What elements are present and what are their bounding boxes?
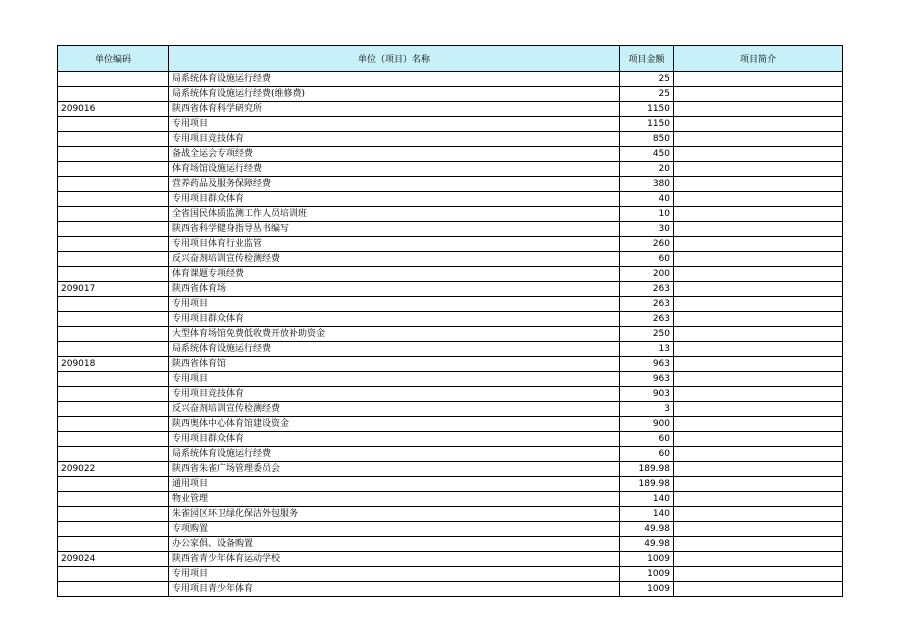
cell-unit-name: 体育场馆设施运行经费 (169, 162, 620, 177)
cell-description (674, 237, 843, 252)
cell-amount: 1150 (620, 117, 674, 132)
cell-unit-name: 陕西省体育场 (169, 282, 620, 297)
cell-description (674, 147, 843, 162)
cell-unit-code (58, 237, 169, 252)
header-unit-code: 单位编码 (58, 46, 169, 72)
cell-description (674, 162, 843, 177)
table-row (58, 567, 843, 582)
cell-unit-name: 陕西省科学健身指导丛书编写 (169, 222, 620, 237)
cell-unit-name: 物业管理 (169, 492, 620, 507)
cell-unit-code (58, 492, 169, 507)
table-row (58, 192, 843, 207)
cell-description (674, 132, 843, 147)
cell-unit-name: 局系统体育设施运行经费 (169, 342, 620, 357)
cell-description (674, 282, 843, 297)
cell-amount: 25 (620, 87, 674, 102)
table-row (58, 177, 843, 192)
cell-amount: 10 (620, 207, 674, 222)
cell-description (674, 507, 843, 522)
cell-unit-name: 专用项目群众体育 (169, 192, 620, 207)
cell-description (674, 417, 843, 432)
cell-unit-name: 专用项目竞技体育 (169, 132, 620, 147)
table-row (58, 222, 843, 237)
cell-unit-code (58, 372, 169, 387)
table-row (58, 537, 843, 552)
cell-amount: 250 (620, 327, 674, 342)
cell-unit-code (58, 432, 169, 447)
cell-unit-code (58, 192, 169, 207)
cell-unit-name: 陕西省体育馆 (169, 357, 620, 372)
cell-unit-name: 专用项目群众体育 (169, 312, 620, 327)
cell-description (674, 552, 843, 567)
cell-amount: 963 (620, 357, 674, 372)
cell-amount: 49.98 (620, 522, 674, 537)
cell-amount: 963 (620, 372, 674, 387)
table-row (58, 312, 843, 327)
cell-unit-name: 陕西省青少年体育运动学校 (169, 552, 620, 567)
cell-description (674, 567, 843, 582)
cell-amount: 3 (620, 402, 674, 417)
cell-amount: 260 (620, 237, 674, 252)
table-row (58, 72, 843, 87)
cell-amount: 60 (620, 432, 674, 447)
cell-unit-code (58, 327, 169, 342)
cell-description (674, 522, 843, 537)
cell-unit-code: 209022 (58, 462, 169, 477)
table-row (58, 432, 843, 447)
cell-unit-name: 朱雀园区环卫绿化保洁外包服务 (169, 507, 620, 522)
cell-unit-name: 通用项目 (169, 477, 620, 492)
cell-unit-name: 专用项目 (169, 297, 620, 312)
cell-description (674, 87, 843, 102)
cell-amount: 850 (620, 132, 674, 147)
cell-amount: 30 (620, 222, 674, 237)
cell-unit-code (58, 177, 169, 192)
cell-unit-code (58, 267, 169, 282)
cell-unit-code: 209017 (58, 282, 169, 297)
cell-unit-code (58, 312, 169, 327)
cell-amount: 263 (620, 282, 674, 297)
cell-unit-code (58, 297, 169, 312)
cell-description (674, 432, 843, 447)
cell-unit-name: 陕西省体育科学研究所 (169, 102, 620, 117)
table-row (58, 477, 843, 492)
cell-unit-code: 209024 (58, 552, 169, 567)
header-unit-name: 单位（项目）名称 (169, 46, 620, 72)
cell-description (674, 252, 843, 267)
cell-description (674, 222, 843, 237)
cell-description (674, 357, 843, 372)
cell-unit-code (58, 147, 169, 162)
cell-description (674, 462, 843, 477)
cell-unit-name: 局系统体育设施运行经费 (169, 447, 620, 462)
header-description: 项目简介 (674, 46, 843, 72)
cell-unit-name: 专用项目 (169, 567, 620, 582)
cell-unit-name: 局系统体育设施运行经费 (169, 72, 620, 87)
table-row (58, 132, 843, 147)
table-row (58, 327, 843, 342)
table-row (58, 402, 843, 417)
cell-amount: 60 (620, 447, 674, 462)
table-row (58, 252, 843, 267)
cell-amount: 450 (620, 147, 674, 162)
table-row (58, 162, 843, 177)
cell-unit-name: 体育课题专项经费 (169, 267, 620, 282)
cell-amount: 263 (620, 312, 674, 327)
table-row (58, 87, 843, 102)
table-row (58, 522, 843, 537)
cell-amount: 1009 (620, 582, 674, 597)
table-row (58, 297, 843, 312)
cell-unit-code (58, 567, 169, 582)
cell-description (674, 72, 843, 87)
cell-amount: 1150 (620, 102, 674, 117)
table-row (58, 237, 843, 252)
cell-unit-code (58, 417, 169, 432)
cell-amount: 903 (620, 387, 674, 402)
cell-unit-code: 209018 (58, 357, 169, 372)
cell-description (674, 582, 843, 597)
cell-unit-name: 陕西奥体中心体育馆建设资金 (169, 417, 620, 432)
table-row (58, 552, 843, 567)
table-row (58, 507, 843, 522)
table-row (58, 102, 843, 117)
cell-unit-code (58, 72, 169, 87)
cell-unit-name: 全省国民体质监测工作人员培训班 (169, 207, 620, 222)
cell-unit-name: 专用项目体育行业监管 (169, 237, 620, 252)
cell-description (674, 402, 843, 417)
cell-unit-name: 专项购置 (169, 522, 620, 537)
cell-unit-code (58, 162, 169, 177)
cell-description (674, 192, 843, 207)
cell-description (674, 537, 843, 552)
cell-unit-name: 营养药品及服务保障经费 (169, 177, 620, 192)
table-row (58, 417, 843, 432)
cell-unit-code: 209016 (58, 102, 169, 117)
cell-description (674, 267, 843, 282)
cell-amount: 20 (620, 162, 674, 177)
cell-unit-code (58, 132, 169, 147)
cell-description (674, 342, 843, 357)
cell-amount: 189.98 (620, 477, 674, 492)
cell-unit-code (58, 582, 169, 597)
cell-unit-code (58, 387, 169, 402)
cell-unit-code (58, 87, 169, 102)
header-amount: 项目金额 (620, 46, 674, 72)
cell-unit-code (58, 477, 169, 492)
cell-unit-code (58, 252, 169, 267)
cell-unit-name: 备战全运会专项经费 (169, 147, 620, 162)
cell-description (674, 207, 843, 222)
table-row (58, 117, 843, 132)
cell-unit-name: 办公家俱、设备购置 (169, 537, 620, 552)
cell-description (674, 477, 843, 492)
cell-unit-code (58, 537, 169, 552)
table-row (58, 207, 843, 222)
cell-amount: 49.98 (620, 537, 674, 552)
cell-unit-name: 局系统体育设施运行经费(维修费) (169, 87, 620, 102)
table-row (58, 492, 843, 507)
cell-description (674, 312, 843, 327)
cell-unit-code (58, 117, 169, 132)
cell-amount: 263 (620, 297, 674, 312)
table-row (58, 582, 843, 597)
cell-description (674, 117, 843, 132)
cell-unit-name: 专用项目竞技体育 (169, 387, 620, 402)
cell-description (674, 387, 843, 402)
cell-amount: 900 (620, 417, 674, 432)
cell-unit-name: 反兴奋剂培训宣传检测经费 (169, 252, 620, 267)
table-row (58, 462, 843, 477)
cell-unit-name: 反兴奋剂培训宣传检测经费 (169, 402, 620, 417)
cell-unit-name: 专用项目 (169, 117, 620, 132)
table-row (58, 267, 843, 282)
cell-description (674, 447, 843, 462)
table-row (58, 447, 843, 462)
budget-table (57, 45, 843, 597)
table-row (58, 147, 843, 162)
table-row (58, 372, 843, 387)
table-row (58, 282, 843, 297)
cell-unit-name: 专用项目 (169, 372, 620, 387)
cell-description (674, 177, 843, 192)
cell-unit-code (58, 207, 169, 222)
cell-unit-code (58, 522, 169, 537)
cell-unit-code (58, 507, 169, 522)
cell-amount: 140 (620, 507, 674, 522)
table-row (58, 342, 843, 357)
cell-amount: 189.98 (620, 462, 674, 477)
cell-description (674, 327, 843, 342)
cell-amount: 25 (620, 72, 674, 87)
cell-description (674, 492, 843, 507)
table-body (58, 72, 843, 597)
cell-unit-code (58, 447, 169, 462)
cell-amount: 140 (620, 492, 674, 507)
cell-amount: 13 (620, 342, 674, 357)
cell-unit-name: 大型体育场馆免费低收费开放补助资金 (169, 327, 620, 342)
cell-amount: 380 (620, 177, 674, 192)
cell-amount: 60 (620, 252, 674, 267)
table-row (58, 357, 843, 372)
cell-unit-code (58, 342, 169, 357)
cell-unit-code (58, 402, 169, 417)
cell-unit-name: 陕西省朱雀广场管理委员会 (169, 462, 620, 477)
cell-unit-name: 专用项目群众体育 (169, 432, 620, 447)
cell-amount: 40 (620, 192, 674, 207)
cell-amount: 1009 (620, 552, 674, 567)
cell-unit-name: 专用项目青少年体育 (169, 582, 620, 597)
cell-unit-code (58, 222, 169, 237)
cell-description (674, 372, 843, 387)
table-row (58, 387, 843, 402)
cell-description (674, 297, 843, 312)
cell-amount: 1009 (620, 567, 674, 582)
header-row (58, 46, 843, 72)
cell-description (674, 102, 843, 117)
cell-amount: 200 (620, 267, 674, 282)
